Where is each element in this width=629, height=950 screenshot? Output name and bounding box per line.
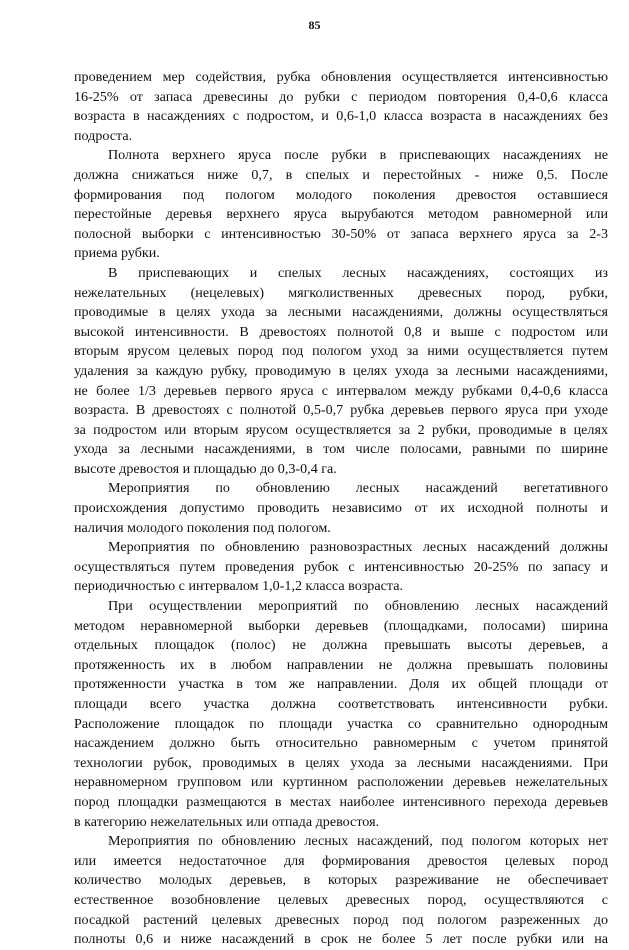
text-line: При осуществлении мероприятий по обновлению лесных насаждений [108, 598, 608, 615]
paragraph [74, 832, 608, 950]
text-line: в категорию нежелательных или отпада древостоя. [74, 813, 380, 830]
paragraph [74, 146, 608, 264]
text-line: посадкой растений целевых древесных пород под пологом разреженных до [74, 911, 608, 928]
text-line: удаления за каждую рубку, проводимую в целях ухода за лесными насаждениями, [74, 362, 608, 379]
text-line: возраста в насаждениях с подростом, и 0,6-1,0 класса возраста в насаждениях без [74, 108, 608, 125]
text-line: осуществляться путем проведения рубок с интенсивностью 20-25% по запасу и [74, 558, 608, 575]
text-line: не более 1/3 деревьев первого яруса с интервалом между рубками 0,4-0,6 класса [74, 382, 608, 399]
text-line: естественное возобновление целевых древесных пород, осуществляются с [74, 891, 608, 908]
page-number: 85 [308, 18, 321, 32]
text-line: площади всего участка должна соответствовать интенсивности рубки. [74, 696, 608, 712]
text-line: технологии рубок, проводимых в целях ухода за лесными насаждениями. При [74, 754, 608, 771]
text-line: насаждением должно быть относительно равномерным с учетом принятой [74, 735, 608, 752]
paragraph [74, 479, 608, 538]
text-line: отдельных площадок (полос) не должна превышать высоты деревьев, а [74, 637, 608, 654]
text-line: протяженности участка в том же направлении. Доля их общей площади от [74, 676, 608, 693]
paragraph [74, 538, 608, 597]
text-line: высокой интенсивности. В древостоях полнотой 0,8 и выше с подростом или [74, 323, 608, 340]
text-line: периодичностью с интервалом 1,0-1,2 класса возраста. [74, 578, 403, 595]
text-line: вторым ярусом целевых пород под пологом уход за ними осуществляется путем [74, 343, 608, 360]
text-line: проведением мер содействия, рубка обновления осуществляется интенсивностью [74, 69, 608, 85]
text-line: наличия молодого поколения под пологом. [74, 519, 331, 536]
paragraph [74, 264, 608, 480]
paragraph [74, 68, 608, 146]
document-body [74, 68, 608, 950]
text-line: В приспевающих и спелых лесных насаждениях, состоящих из [108, 264, 608, 281]
text-line: 16-25% от запаса древесины до рубки с периодом повторения 0,4-0,6 класса [74, 88, 608, 105]
text-line: Мероприятия по обновлению лесных насаждений, под пологом которых нет [108, 833, 608, 850]
text-line: происхождения допустимо проводить независимо от их исходной полноты и [74, 500, 608, 517]
text-line: пород площадки размещаются в местах наиболее интенсивного перехода деревьев [74, 793, 608, 810]
text-line: подроста. [74, 127, 133, 144]
text-line: формирования под пологом молодого поколения древостоя оставшиеся [74, 186, 608, 203]
text-line: нежелательных (нецелевых) мягколиственных древесных пород, рубки, [74, 284, 608, 301]
text-line: протяженность их в любом направлении не должна превышать половины [74, 656, 608, 673]
text-line: полосной выборки с интенсивностью 30-50% от запаса верхнего яруса за 2-3 [74, 225, 608, 242]
text-line: должна снижаться ниже 0,7, в спелых и перестойных - ниже 0,5. После [74, 166, 608, 183]
text-line: неравномерном групповом или куртинном расположении деревьев нежелательных [74, 774, 608, 791]
text-line: Полнота верхнего яруса после рубки в приспевающих насаждениях не [108, 147, 608, 164]
text-line: количество молодых деревьев, в которых разреживание не обеспечивает [74, 872, 608, 889]
text-line: методом неравномерной выборки деревьев (площадками, полосами) ширина [74, 617, 608, 634]
text-line: полноты 0,6 и ниже насаждений в срок не более 5 лет после рубки или на [74, 931, 608, 948]
text-line: перестойные деревья верхнего яруса вырубаются методом равномерной или [74, 206, 608, 223]
text-line: Расположение площадок по площади участка со сравнительно однородным [74, 715, 608, 732]
text-line: приема рубки. [74, 245, 160, 262]
text-line: проводимые в целях ухода за лесными насаждениями, должны осуществляться [74, 304, 608, 321]
paragraph [74, 597, 608, 832]
text-line: Мероприятия по обновлению разновозрастных лесных насаждений должны [108, 539, 608, 556]
text-line: ухода за лесными насаждениями, в том числе полосами, равными по ширине [74, 441, 608, 458]
text-line: или имеется недостаточное для формирования древостоя целевых пород [74, 852, 608, 869]
text-line: Мероприятия по обновлению лесных насаждений вегетативного [108, 480, 608, 497]
text-line: высоте древостоя и площадью до 0,3-0,4 га. [74, 460, 337, 477]
text-line: за подростом или вторым ярусом осуществляется за 2 рубки, проводимые в целях [74, 421, 608, 438]
text-line: возраста. В древостоях с полнотой 0,5-0,7 рубка деревьев первого яруса при уходе [74, 402, 608, 419]
